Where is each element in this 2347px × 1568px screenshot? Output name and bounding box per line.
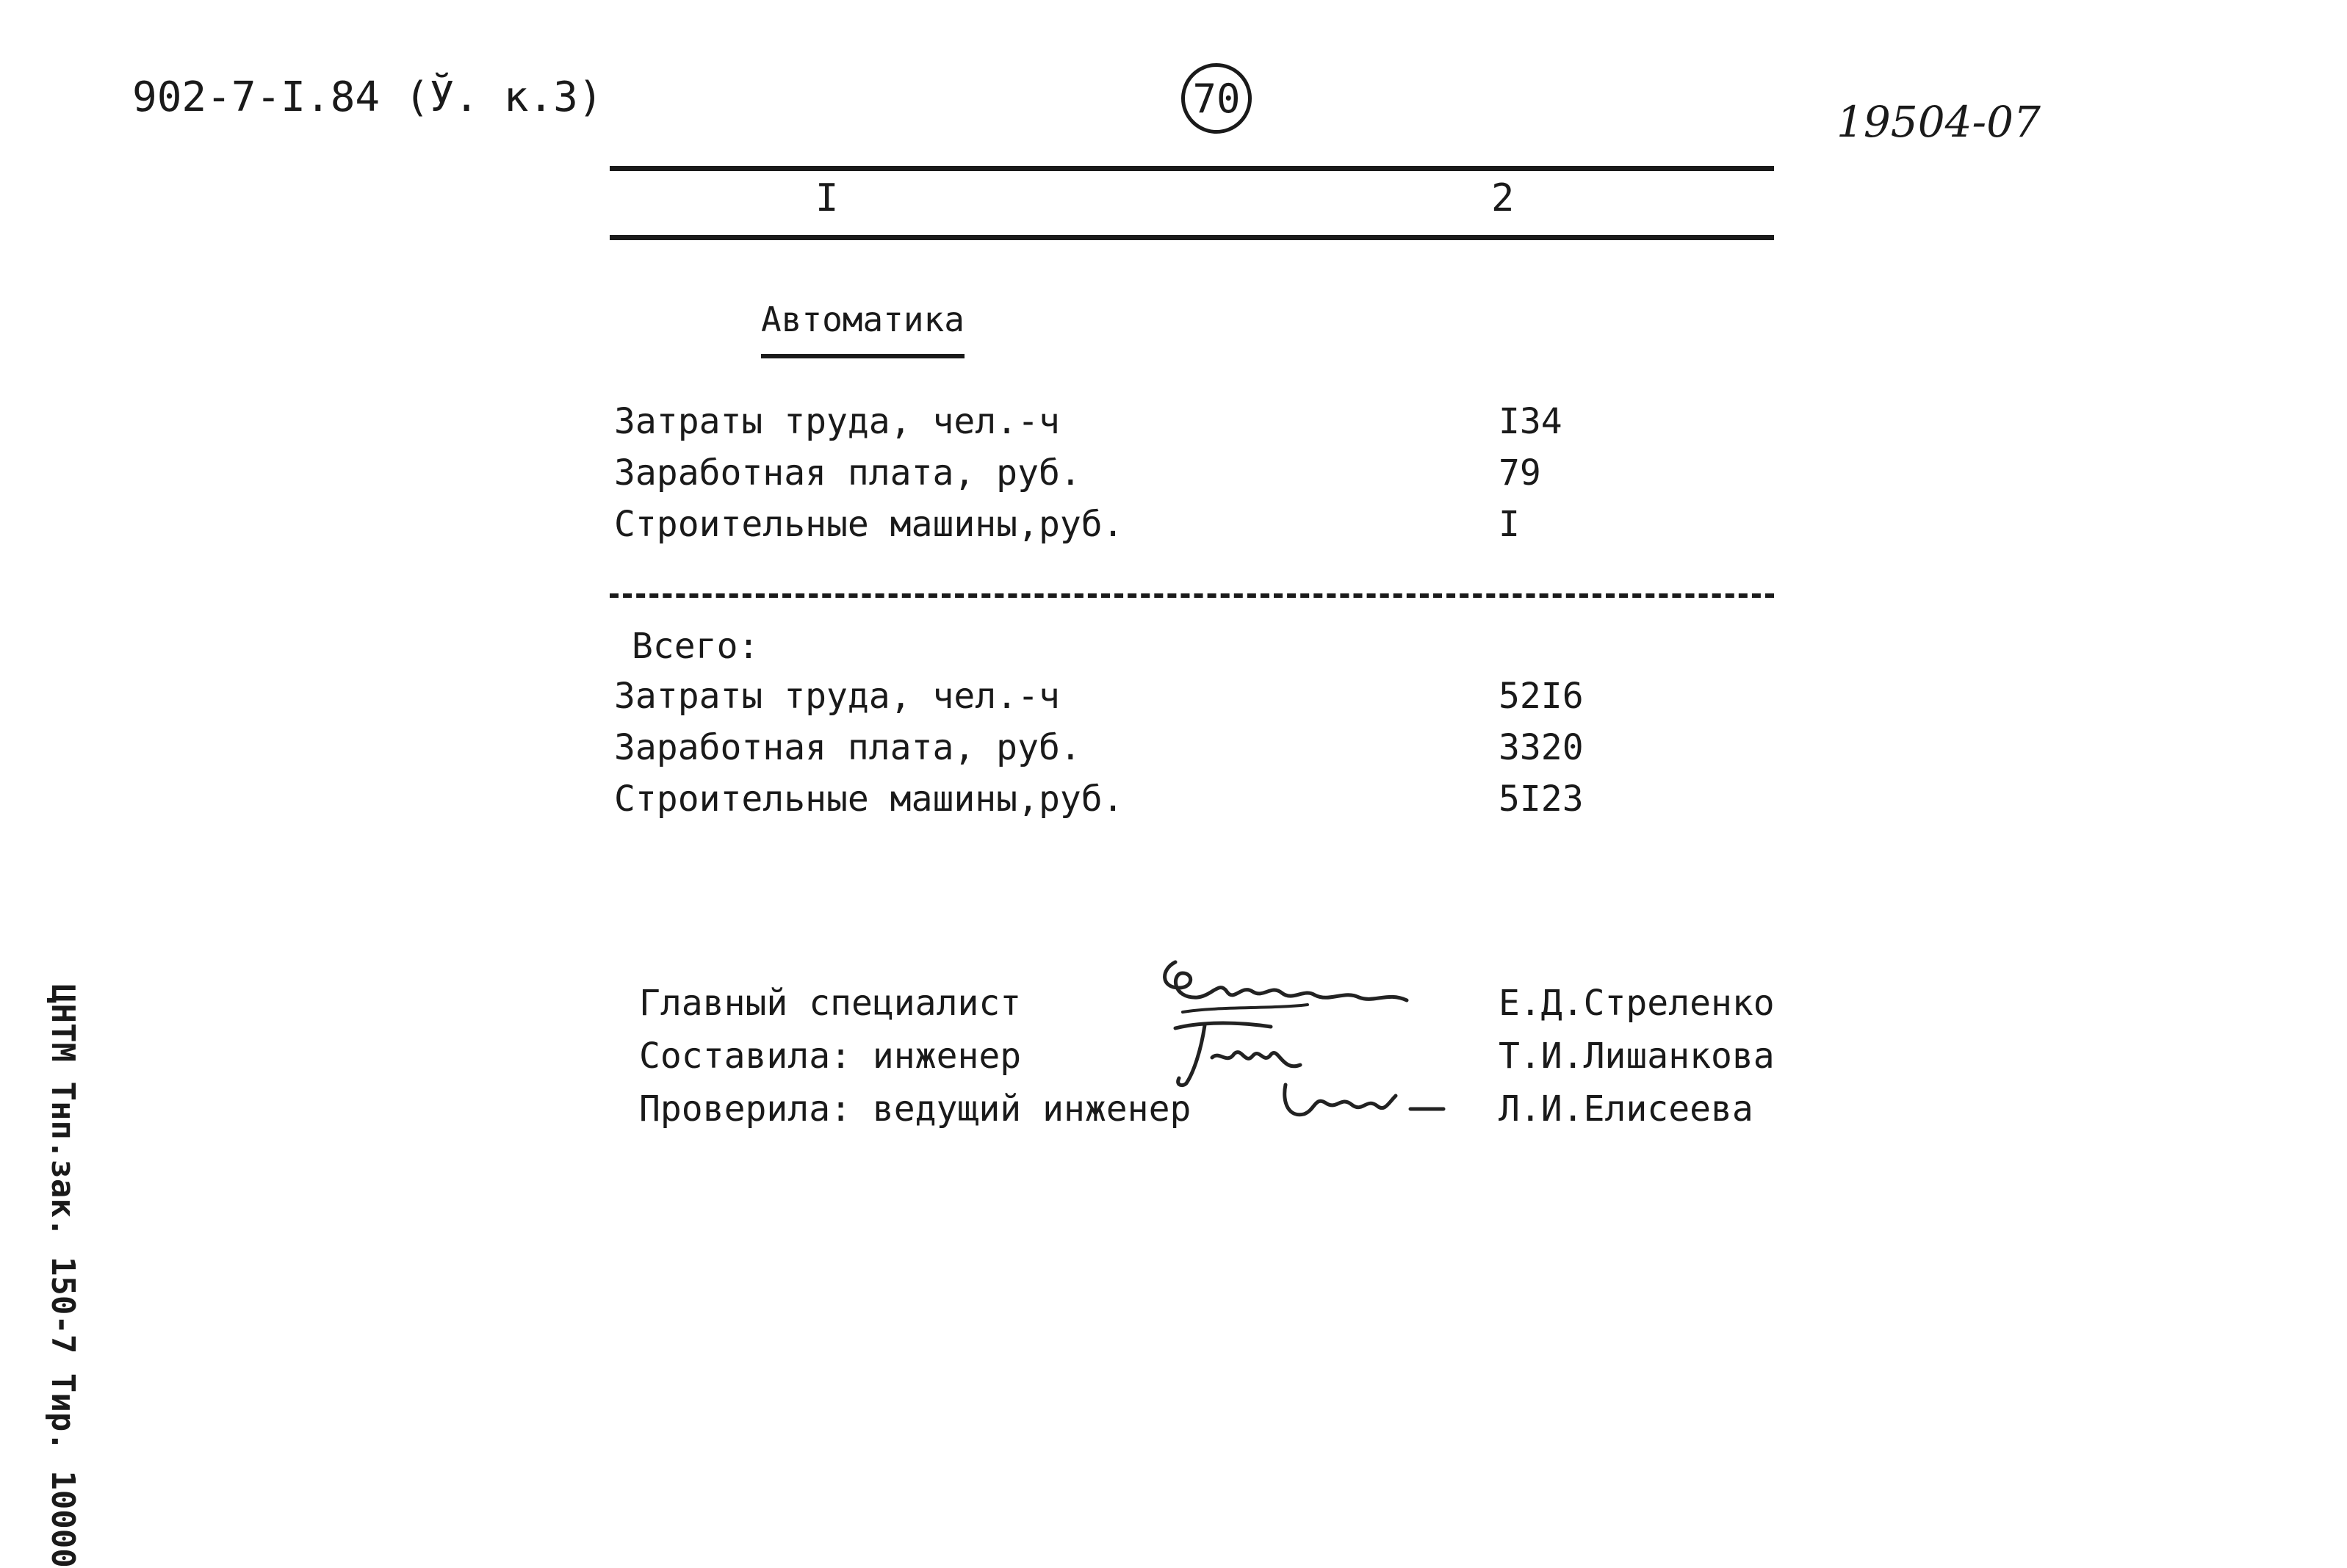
- row-label: Строительные машины,руб.: [614, 504, 1124, 545]
- signer-role: Проверила: ведущий инженер: [639, 1088, 1191, 1130]
- row-value: 52I6: [1499, 676, 1584, 717]
- signature-3-icon: [1271, 1074, 1447, 1132]
- dashed-separator: [610, 593, 1774, 598]
- side-print-stamp: ЦНТМ Тнп.зак. 150-7 Тир. 10000: [44, 984, 82, 1568]
- row-label: Заработная плата, руб.: [614, 452, 1081, 494]
- registration-number: 19504-07: [1836, 97, 2041, 147]
- total-title: Всего:: [632, 626, 760, 667]
- row-value: 79: [1499, 452, 1541, 494]
- column-header-1: I: [815, 176, 839, 220]
- section-title: Автоматика: [761, 300, 965, 358]
- table-top-rule: [610, 166, 1774, 171]
- row-label: Строительные машины,руб.: [614, 778, 1124, 820]
- row-label: Затраты труда, чел.-ч: [614, 676, 1060, 717]
- row-value: 5I23: [1499, 778, 1584, 820]
- page-number: 70: [1192, 75, 1241, 122]
- row-label: Заработная плата, руб.: [614, 727, 1081, 768]
- document-code: 902-7-I.84 (Ў. к.3): [132, 73, 603, 121]
- signer-role: Составила: инженер: [639, 1036, 1022, 1077]
- column-header-2: 2: [1491, 176, 1515, 220]
- signer-name: Е.Д.Стреленко: [1499, 983, 1775, 1024]
- signer-name: Л.И.Елисеева: [1499, 1088, 1753, 1130]
- page-number-circle: [1181, 63, 1252, 134]
- row-value: I34: [1499, 401, 1562, 442]
- signer-name: Т.И.Лишанкова: [1499, 1036, 1775, 1077]
- row-value: 3320: [1499, 727, 1584, 768]
- row-label: Затраты труда, чел.-ч: [614, 401, 1060, 442]
- table-header-rule: [610, 235, 1774, 240]
- signer-role: Главный специалист: [639, 983, 1022, 1024]
- row-value: I: [1499, 504, 1520, 545]
